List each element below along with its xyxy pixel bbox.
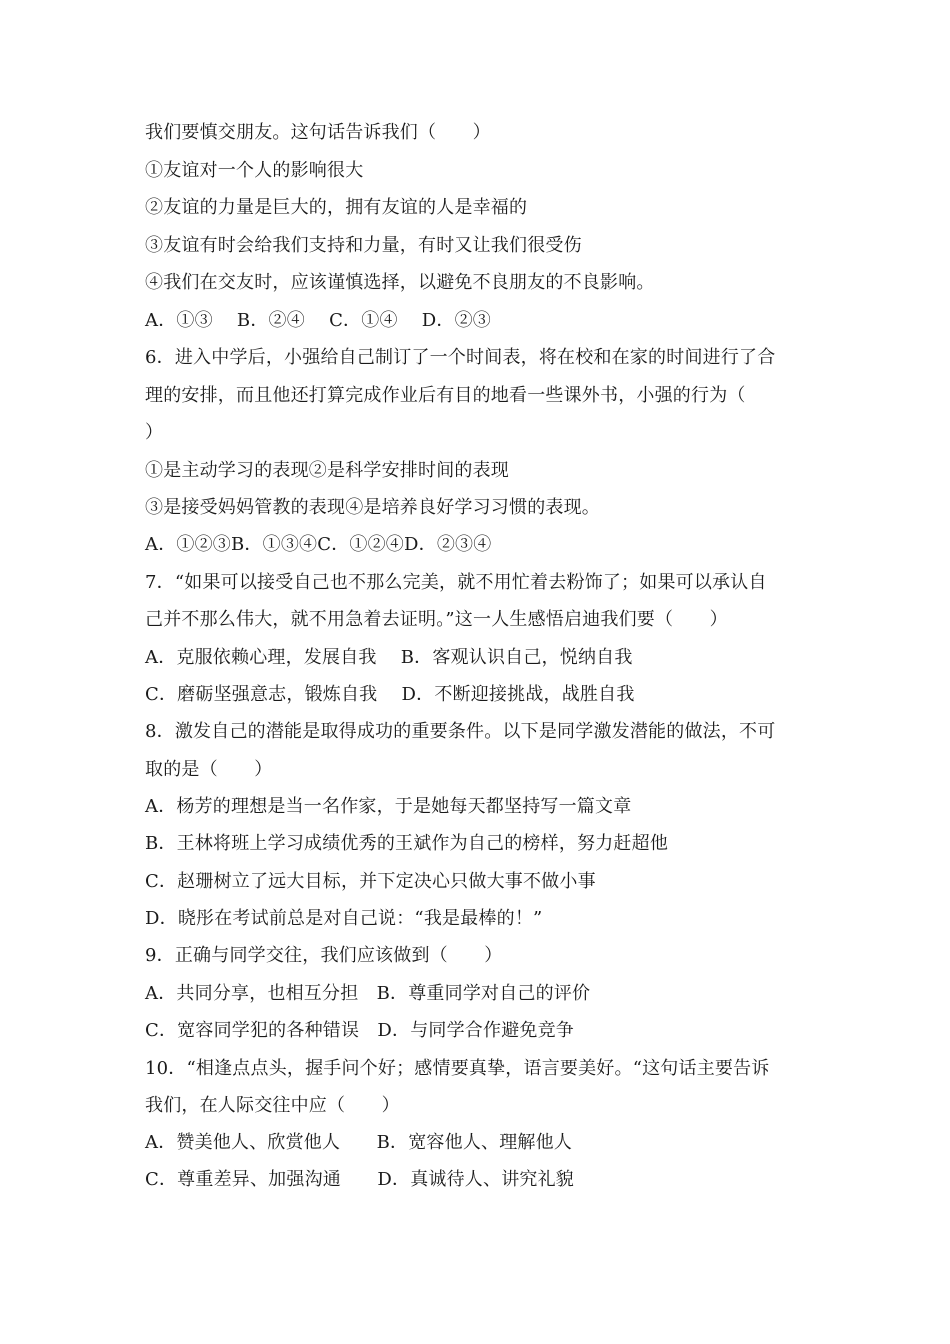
q10-options-row-1: A．赞美他人、欣赏他人 B．宽容他人、理解他人 [145,1132,573,1153]
q7-stem-line-2: 己并不那么伟大，就不用急着去证明。”这一人生感悟启迪我们要（ ） [145,609,728,630]
q10-stem-line-1: 10．“相逢点点头，握手问个好；感情要真挚，语言要美好。“这句话主要告诉 [145,1058,770,1079]
q8-option-b: B．王林将班上学习成绩优秀的王斌作为自己的榜样，努力赶超他 [145,833,669,854]
q9-stem: 9．正确与同学交往，我们应该做到（ ） [145,945,503,966]
q6-options: A．①②③B．①③④C．①②④D．②③④ [145,534,492,555]
q5-item-4: ④我们在交友时，应该谨慎选择，以避免不良朋友的不良影响。 [145,272,655,293]
q7-options-row-1: A．克服依赖心理，发展自我 B．客观认识自己，悦纳自我 [145,647,633,668]
q8-stem-line-1: 8．激发自己的潜能是取得成功的重要条件。以下是同学激发潜能的做法，不可 [145,721,776,742]
q9-options-row-2: C．宽容同学犯的各种错误 D．与同学合作避免竞争 [145,1020,575,1041]
q8-stem-line-2: 取的是（ ） [145,759,273,780]
q10-options-row-2: C．尊重差异、加强沟通 D．真诚待人、讲究礼貌 [145,1169,575,1190]
q9-options-row-1: A．共同分享，也相互分担 B．尊重同学对自己的评价 [145,983,591,1004]
q6-stem-line-2: 理的安排，而且他还打算完成作业后有目的地看一些课外书，小强的行为（ [145,385,746,406]
q5-item-3: ③友谊有时会给我们支持和力量，有时又让我们很受伤 [145,235,582,256]
q5-stem-tail: 我们要慎交朋友。这句话告诉我们（ ） [145,122,491,143]
q5-item-1: ①友谊对一个人的影响很大 [145,160,364,181]
q7-stem-line-1: 7．“如果可以接受自己也不那么完美，就不用忙着去粉饰了；如果可以承认自 [145,572,767,593]
q6-item-2: ③是接受妈妈管教的表现④是培养良好学习习惯的表现。 [145,497,600,518]
q6-stem-line-1: 6．进入中学后，小强给自己制订了一个时间表，将在校和在家的时间进行了合 [145,347,776,368]
q8-option-d: D．晓彤在考试前总是对自己说：“我是最棒的！” [145,908,543,929]
q7-options-row-2: C．磨砺坚强意志，锻炼自我 D．不断迎接挑战，战胜自我 [145,684,635,705]
q6-stem-line-3: ） [145,422,164,443]
q10-stem-line-2: 我们，在人际交往中应（ ） [145,1095,400,1116]
q5-item-2: ②友谊的力量是巨大的，拥有友谊的人是幸福的 [145,197,528,218]
q8-option-c: C．赵珊树立了远大目标，并下定决心只做大事不做小事 [145,871,596,892]
q5-options: A．①③ B．②④ C．①④ D．②③ [145,310,491,331]
q8-option-a: A．杨芳的理想是当一名作家，于是她每天都坚持写一篇文章 [145,796,632,817]
q6-item-1: ①是主动学习的表现②是科学安排时间的表现 [145,460,509,481]
